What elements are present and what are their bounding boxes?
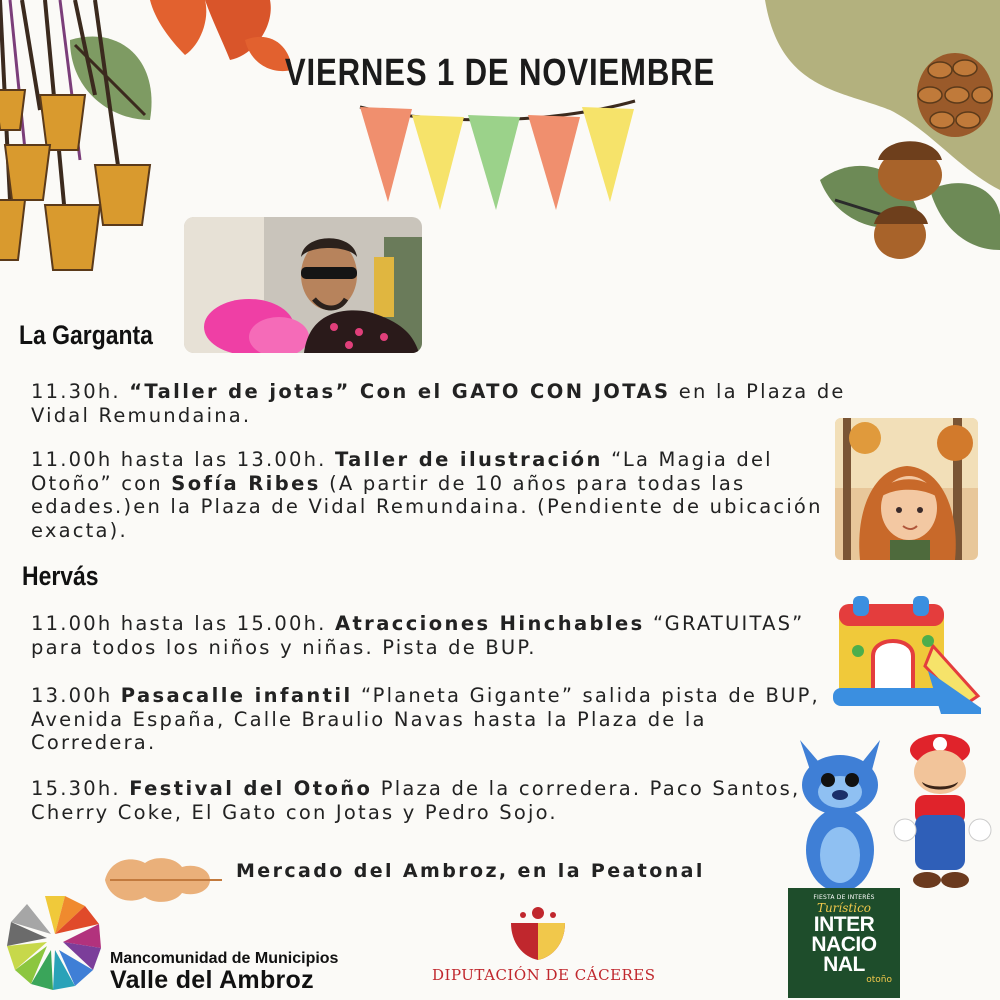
bunting-flag — [582, 107, 634, 202]
mascots-image — [790, 730, 1000, 900]
mancomunidad-logo — [6, 893, 104, 991]
badge-big-line2: NACIO — [811, 933, 877, 956]
event-inflatables — [31, 612, 821, 659]
event-subtitle: “La Magia del Otoño” con — [31, 448, 773, 495]
event-time: 11.00h hasta las 15.00h. — [31, 612, 327, 635]
bouncy-castle-image — [833, 596, 981, 716]
badge-big-line1: INTER — [813, 913, 875, 936]
badge-otono: otoño — [866, 975, 892, 985]
event-time: 11.30h. — [31, 380, 121, 403]
event-date-title: VIERNES 1 DE NOVIEMBRE — [284, 52, 716, 94]
event-time: 11.00h hasta las 13.00h. — [31, 448, 327, 471]
event-detail: Plaza de la corredera. Paco Santos, Cherry Coke, El Gato con Jotas y Pedro Sojo. — [31, 777, 801, 824]
mancomunidad-name — [110, 950, 338, 995]
illustration-girl-image — [835, 418, 978, 560]
event-parade — [31, 684, 831, 755]
event-detail: “Planeta Gigante” salida pista de BUP, Avenida España, Calle Braulio Navas hasta la Plaza de la Corredera. — [31, 684, 820, 754]
bunting-flag — [528, 115, 580, 210]
event-title: Festival del Otoño — [129, 777, 373, 800]
event-jotas — [31, 380, 911, 427]
performer-photo — [184, 217, 422, 353]
badge-big-line3: NAL — [823, 953, 865, 976]
event-time: 13.00h — [31, 684, 113, 707]
mancomunidad-line1: Mancomunidad de Municipios — [110, 950, 339, 967]
diputacion-emblem-icon — [505, 905, 571, 961]
event-detail: en la Plaza de Vidal Remundaina. — [31, 380, 846, 427]
section-la-garganta: La Garganta — [19, 320, 153, 350]
event-time: 15.30h. — [31, 777, 121, 800]
badge-turistico: Turístico — [816, 901, 872, 915]
bunting-flag — [412, 115, 464, 210]
event-detail: “GRATUITAS” para todos los niños y niñas. Pista de BUP. — [31, 612, 805, 659]
bunting-decoration — [350, 95, 640, 220]
diputacion-caceres-label: DIPUTACIÓN DE CÁCERES — [432, 966, 656, 984]
event-illustration — [31, 448, 826, 542]
event-title: “Taller de jotas” Con el GATO CON JOTAS — [129, 380, 671, 403]
bunting-flag — [468, 115, 520, 210]
event-artist: Sofía Ribes — [171, 471, 321, 495]
acorn-cluster-decoration — [760, 0, 1000, 280]
section-hervas: Hervás — [22, 561, 99, 591]
oak-leaf-icon — [100, 855, 225, 905]
mancomunidad-line2: Valle del Ambroz — [110, 966, 314, 994]
event-title: Atracciones Hinchables — [334, 612, 645, 635]
fiesta-interes-badge — [788, 888, 900, 998]
bunting-flag — [360, 107, 412, 202]
event-title: Taller de ilustración — [334, 448, 603, 471]
event-title: Pasacalle infantil — [120, 684, 353, 707]
badge-small-text: FIESTA DE INTERÉS — [813, 894, 875, 901]
event-detail: (A partir de 10 años para todas las edades.)en la Plaza de Vidal Remundaina. (Pendiente de ubicación exacta). — [31, 471, 823, 542]
market-notice: Mercado del Ambroz, en la Peatonal — [236, 860, 705, 882]
event-autumn-festival — [31, 777, 821, 824]
